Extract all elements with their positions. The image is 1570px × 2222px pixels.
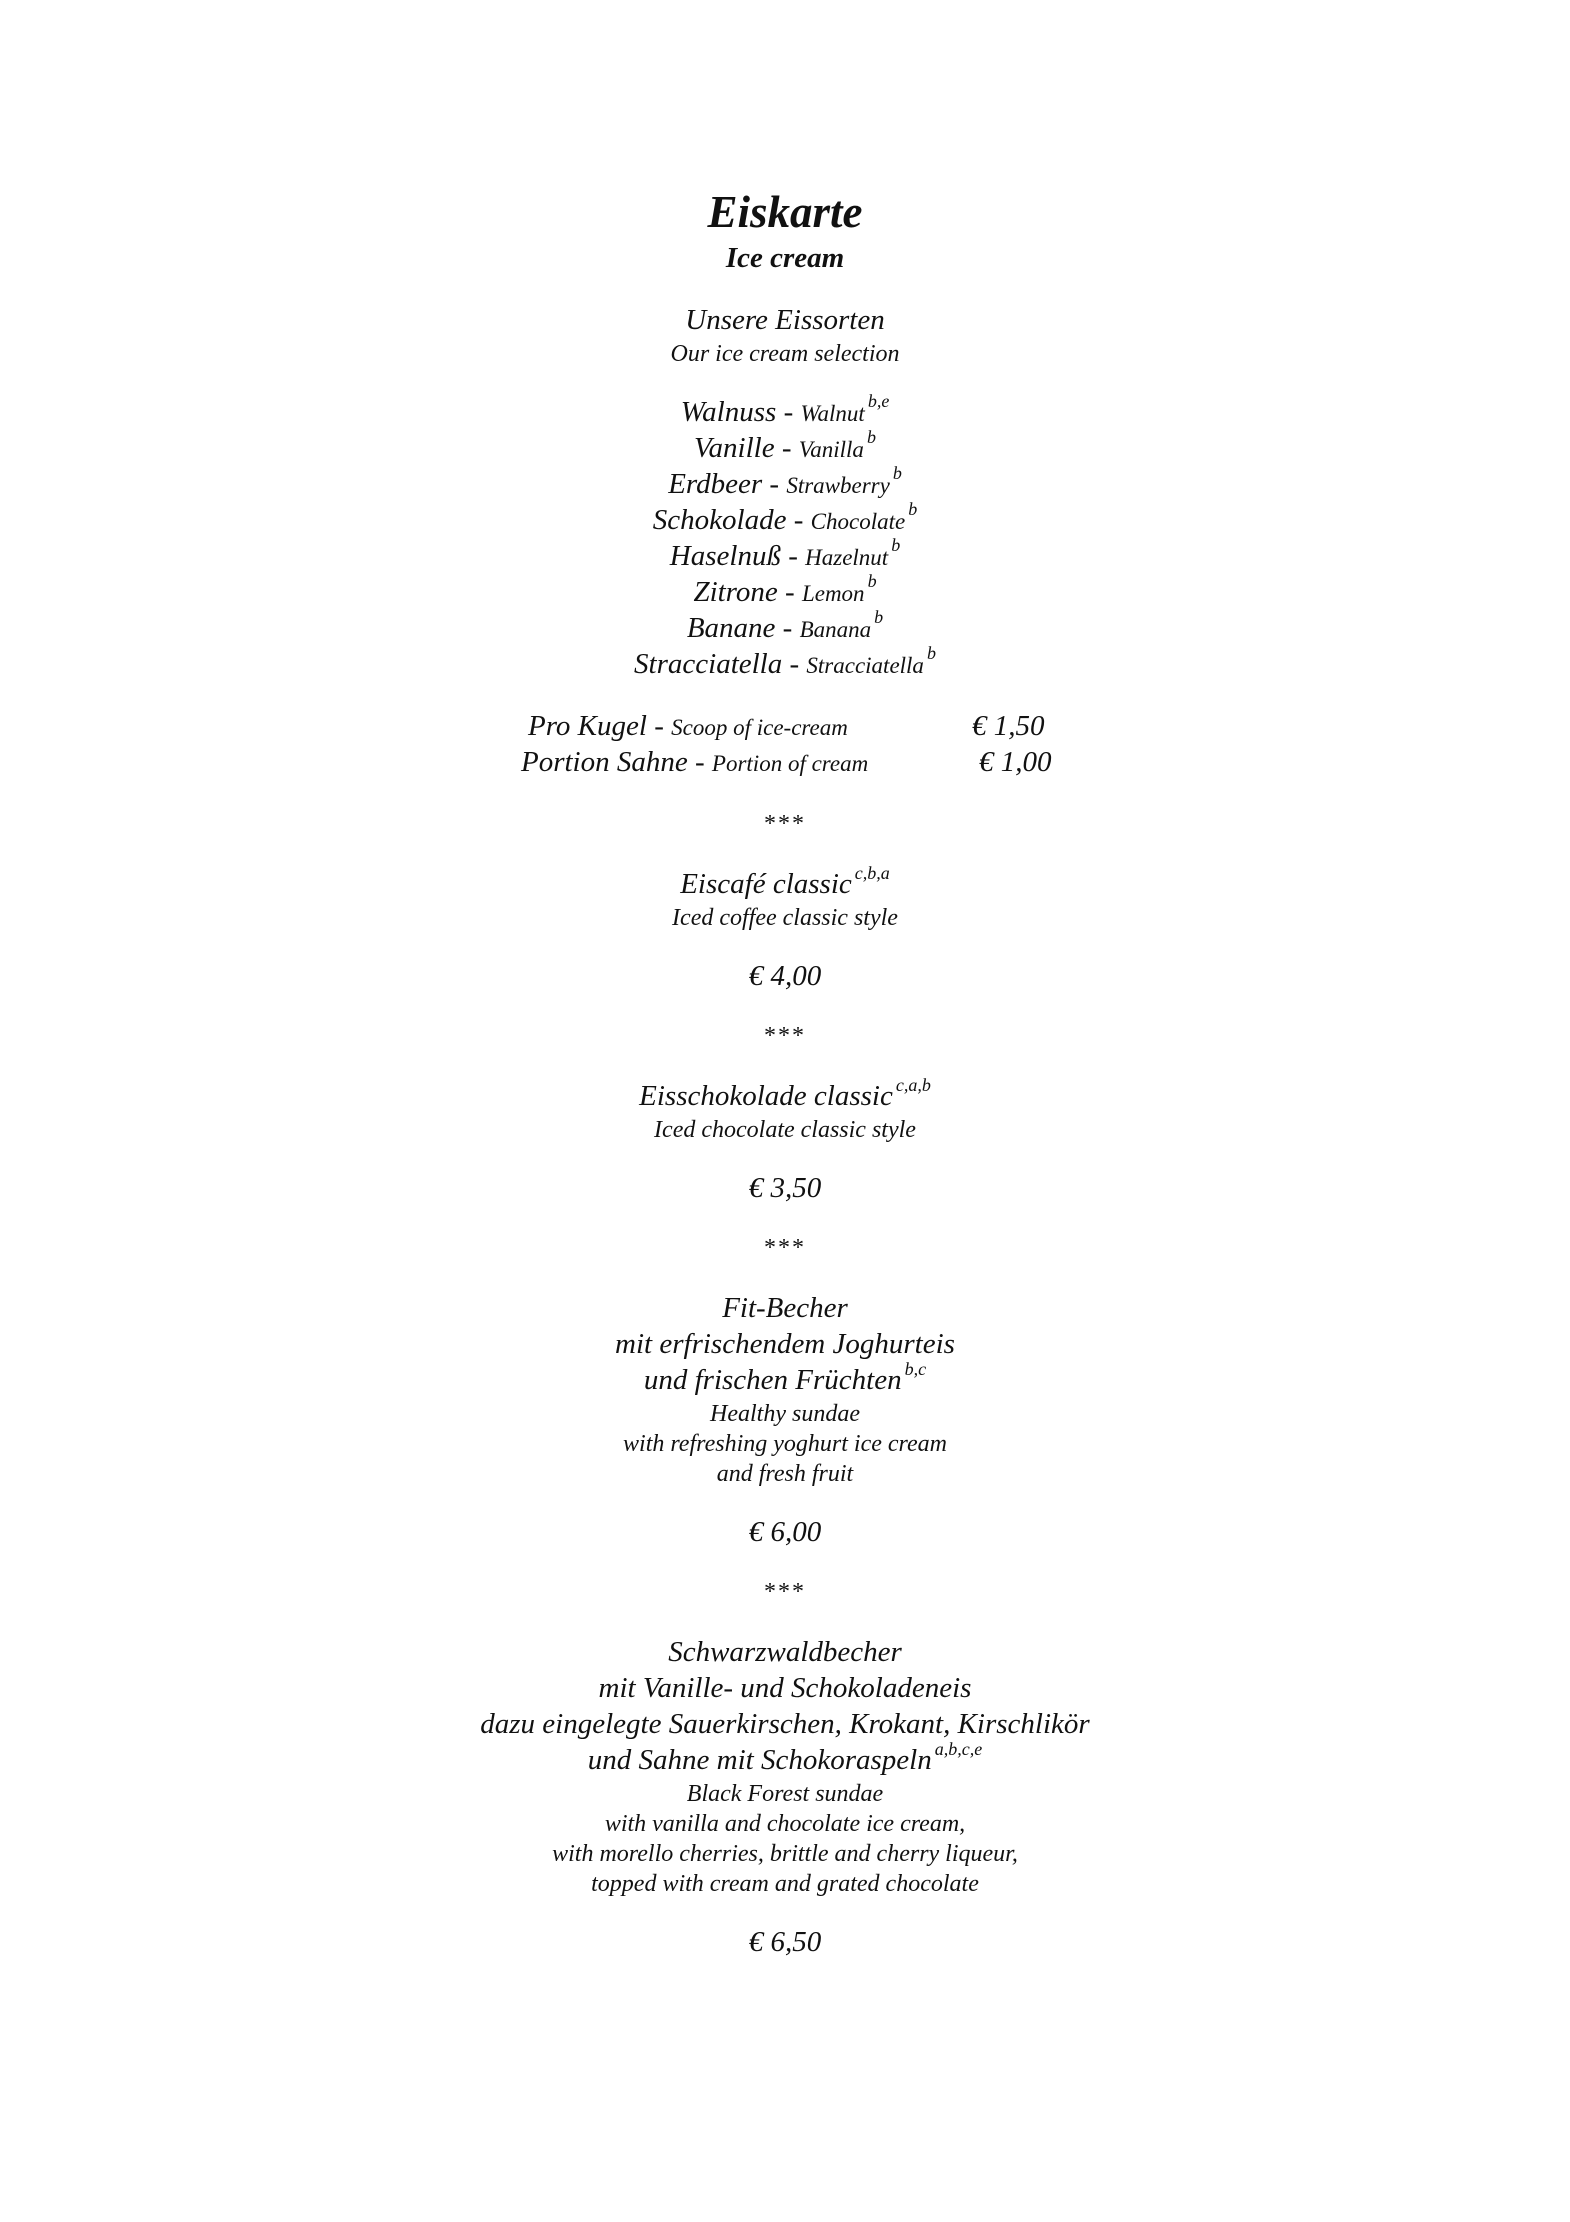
page-title: Eiskarte	[707, 187, 863, 237]
item-description: Black Forest sundae	[686, 1781, 884, 1807]
item-name: mit Vanille- und Schokoladeneis	[598, 1672, 972, 1704]
item-description: and fresh fruit	[716, 1461, 854, 1487]
flavor-item: Zitrone - Lemon $^b$	[693, 571, 877, 608]
item-description: Iced coffee classic style	[672, 905, 898, 931]
item-price: € 6,00	[748, 1516, 822, 1548]
flavor-item: Schokolade - Chocolate $^b$	[652, 499, 918, 536]
separator: ***	[764, 811, 806, 837]
item-name: Schwarzwaldbecher	[668, 1636, 902, 1668]
flavor-item: Erdbeer - Strawberry $^b$	[668, 463, 902, 500]
selection-heading-en: Our ice cream selection	[670, 341, 900, 367]
item-price: € 3,50	[748, 1172, 822, 1204]
flavor-item: Banane - Banana $^b$	[686, 607, 884, 644]
selection-heading: Unsere Eissorten	[685, 304, 885, 336]
item-name: und frischen Früchten $^{b,c}$	[643, 1359, 927, 1396]
flavor-item: Haselnuß - Hazelnut $^b$	[669, 535, 901, 572]
item-description: Iced chocolate classic style	[654, 1117, 916, 1143]
item-description: Healthy sundae	[710, 1401, 860, 1427]
item-name: Eisschokolade classic $^{c,a,b}$	[639, 1075, 931, 1112]
item-name: Fit-Becher	[722, 1292, 848, 1324]
extra-item: Portion Sahne - Portion of cream	[521, 746, 869, 778]
item-price: € 4,00	[748, 960, 822, 992]
flavor-item: Stracciatella - Stracciatella $^b$	[634, 643, 936, 680]
item-description: with vanilla and chocolate ice cream,	[604, 1811, 966, 1837]
separator: ***	[764, 1235, 806, 1261]
item-name: mit erfrischendem Joghurteis	[615, 1328, 955, 1360]
flavor-item: Vanille - Vanilla $^b$	[694, 427, 876, 464]
extra-price: € 1,00	[979, 746, 1052, 778]
item-price: € 6,50	[748, 1926, 822, 1958]
page-subtitle: Ice cream	[725, 242, 845, 274]
item-name: und Sahne mit Schokoraspeln $^{a,b,c,e}$	[587, 1739, 983, 1776]
item-name: Eiscafé classic $^{c,b,a}$	[680, 863, 890, 900]
flavor-item: Walnuss - Walnut $^{b,e}$	[680, 391, 890, 428]
extra-item: Pro Kugel - Scoop of ice-cream	[528, 710, 848, 742]
separator: ***	[764, 1023, 806, 1049]
item-description: with morello cherries, brittle and cherry liqueur,	[552, 1841, 1018, 1867]
item-name: dazu eingelegte Sauerkirschen, Krokant, Kirschlikör	[480, 1708, 1090, 1740]
extra-price: € 1,50	[972, 710, 1045, 742]
separator: ***	[764, 1579, 806, 1605]
item-description: topped with cream and grated chocolate	[591, 1871, 979, 1897]
item-description: with refreshing yoghurt ice cream	[623, 1431, 947, 1457]
